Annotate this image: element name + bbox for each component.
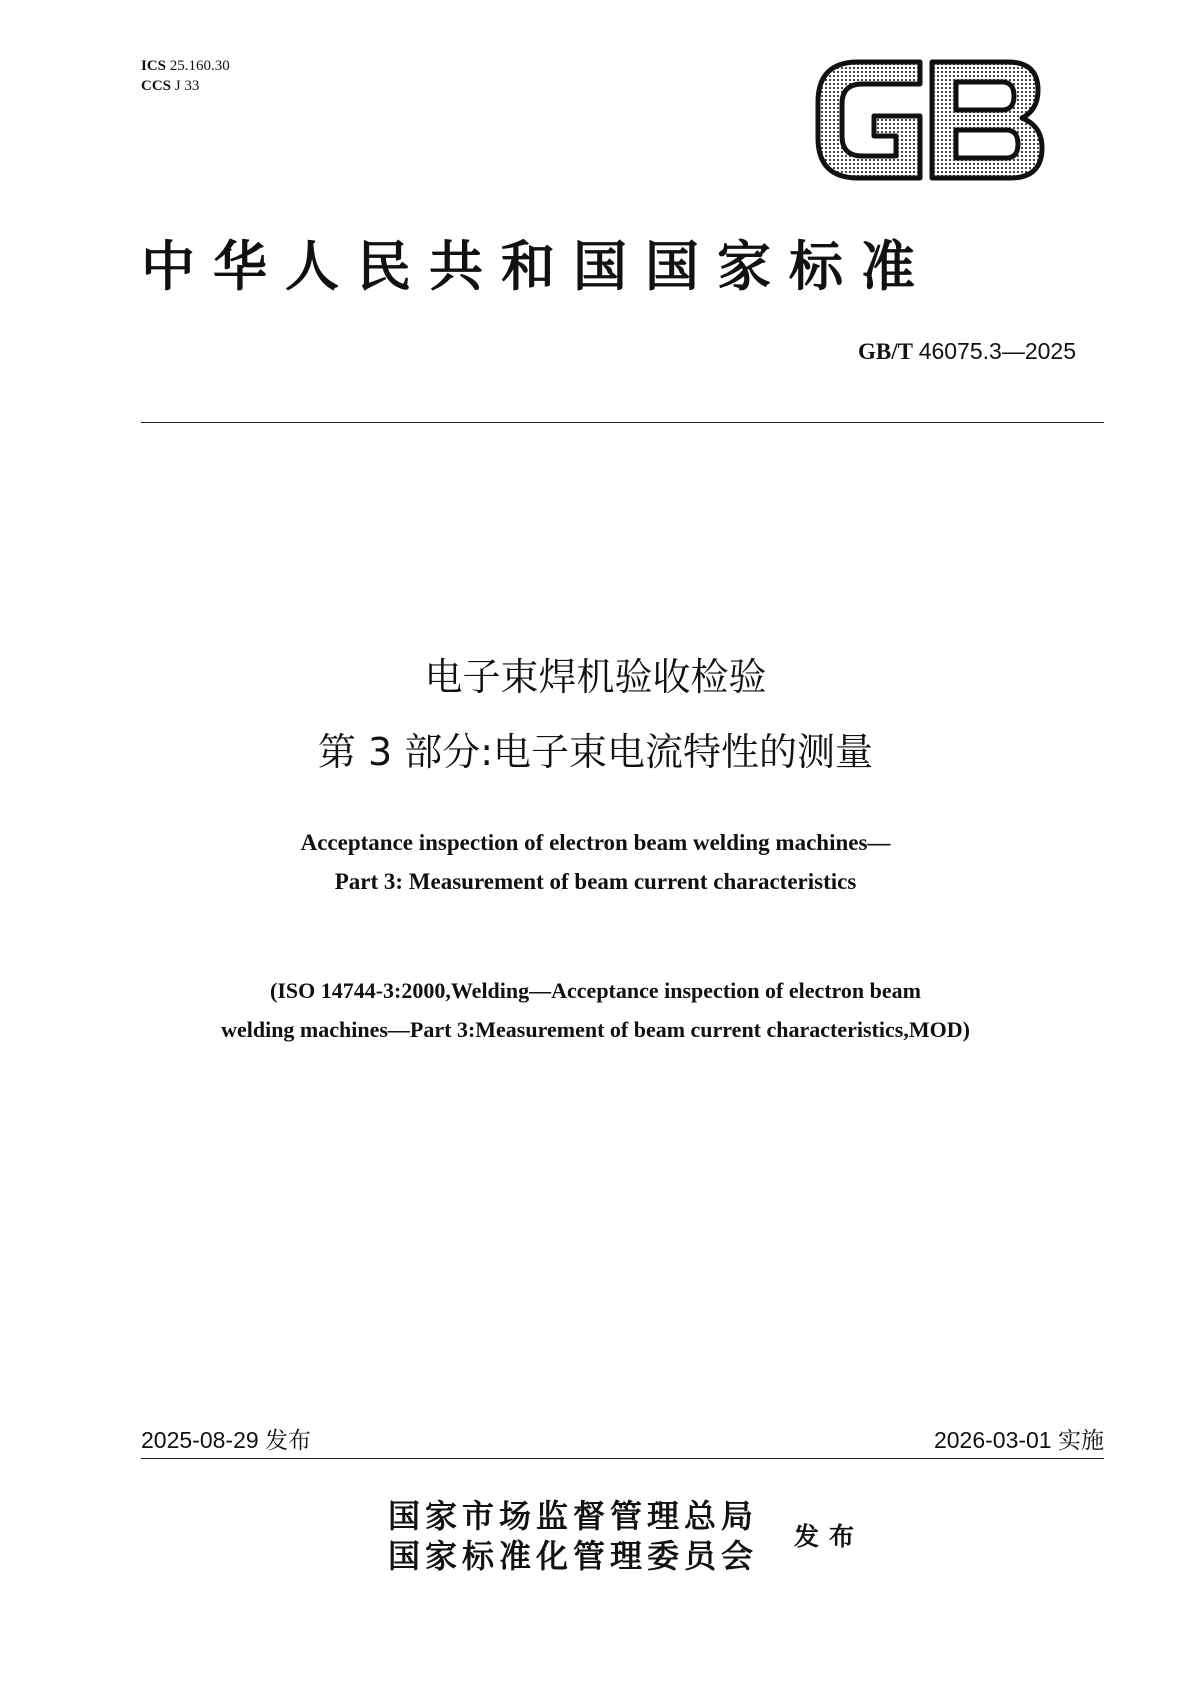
standard-number bbox=[858, 338, 1076, 365]
standard-code: 46075.3—2025 bbox=[918, 338, 1076, 364]
ics-code bbox=[141, 56, 230, 76]
ics-label: ICS bbox=[141, 58, 167, 74]
issue-date: 2025-08-29 发布 bbox=[141, 1427, 312, 1453]
adoption-note-line1: (ISO 14744-3:2000,Welding—Acceptance inspection of electron beam bbox=[270, 978, 921, 1003]
title-cn-line2: 第 3 部分:电子束电流特性的测量 bbox=[317, 730, 874, 774]
header-divider bbox=[141, 422, 1104, 423]
adoption-note-line2: welding machines—Part 3:Measurement of beam current characteristics,MOD) bbox=[221, 1017, 970, 1042]
classification-codes bbox=[141, 56, 230, 96]
title-cn-line1: 电子束焊机验收检验 bbox=[424, 655, 767, 699]
issuer-line2: 国家标准化管理委员会 bbox=[388, 1537, 759, 1575]
title-en-line1: Acceptance inspection of electron beam welding machines— bbox=[300, 830, 891, 855]
ccs-code bbox=[141, 76, 230, 96]
title-en-line2: Part 3: Measurement of beam current characteristics bbox=[334, 869, 857, 894]
ccs-value: J 33 bbox=[174, 78, 200, 94]
issuer-line1: 国家市场监督管理总局 bbox=[388, 1497, 759, 1535]
ccs-label: CCS bbox=[141, 78, 172, 94]
footer-divider bbox=[141, 1458, 1104, 1459]
implementation-date: 2026-03-01 实施 bbox=[933, 1427, 1104, 1453]
national-standard-heading: 中华人民共和国国家标准 bbox=[141, 234, 933, 298]
ics-value: 25.160.30 bbox=[169, 58, 230, 74]
gb-logo-icon bbox=[812, 58, 1048, 182]
standard-prefix: GB/T bbox=[857, 339, 913, 364]
issue-label: 发布 bbox=[794, 1522, 865, 1551]
